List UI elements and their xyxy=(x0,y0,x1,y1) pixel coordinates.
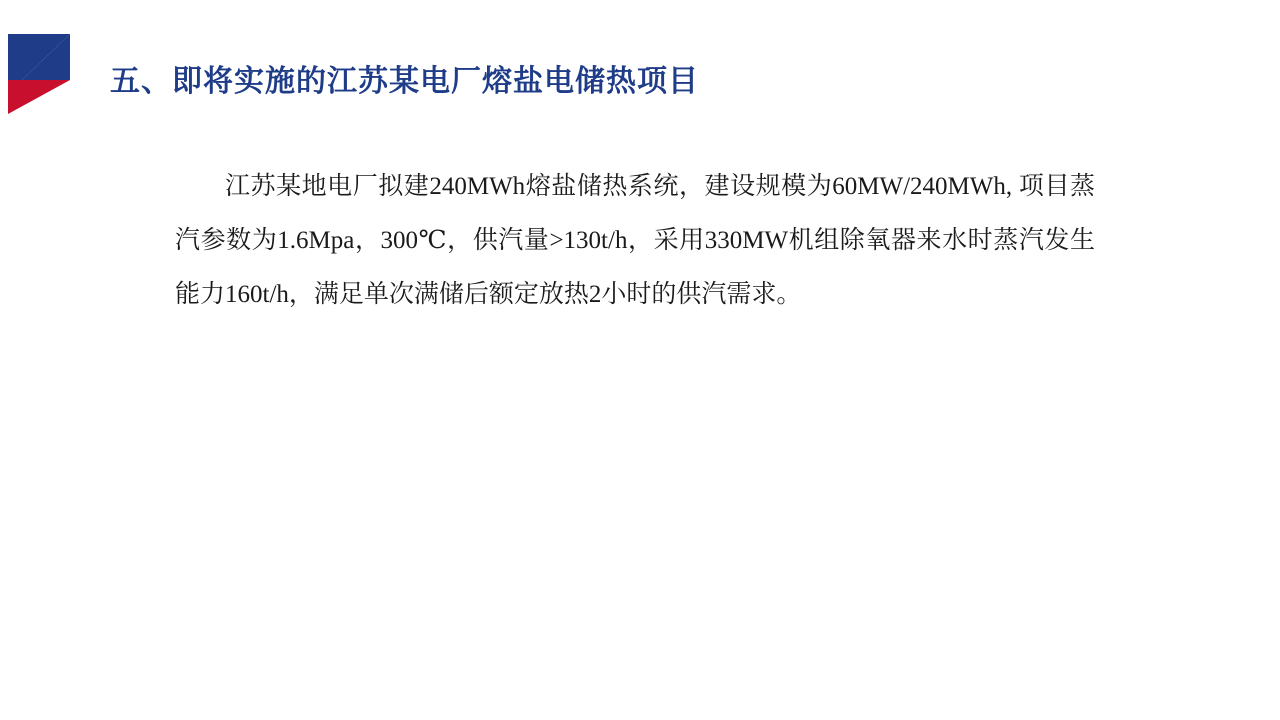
page-title: 五、即将实施的江苏某电厂熔盐电储热项目 xyxy=(110,65,699,98)
body-paragraph: 江苏某地电厂拟建240MWh熔盐储热系统，建设规模为60MW/240MWh, 项目蒸汽参数为1.6Mpa，300℃，供汽量>130t/h，采用330MW机组除氧器来水时蒸汽发生能力160t/h，满足单次满储后额定放热2小时的供汽需求。 xyxy=(175,173,1095,308)
body-text-block xyxy=(175,160,1095,322)
arrow-flag-icon xyxy=(8,34,84,114)
